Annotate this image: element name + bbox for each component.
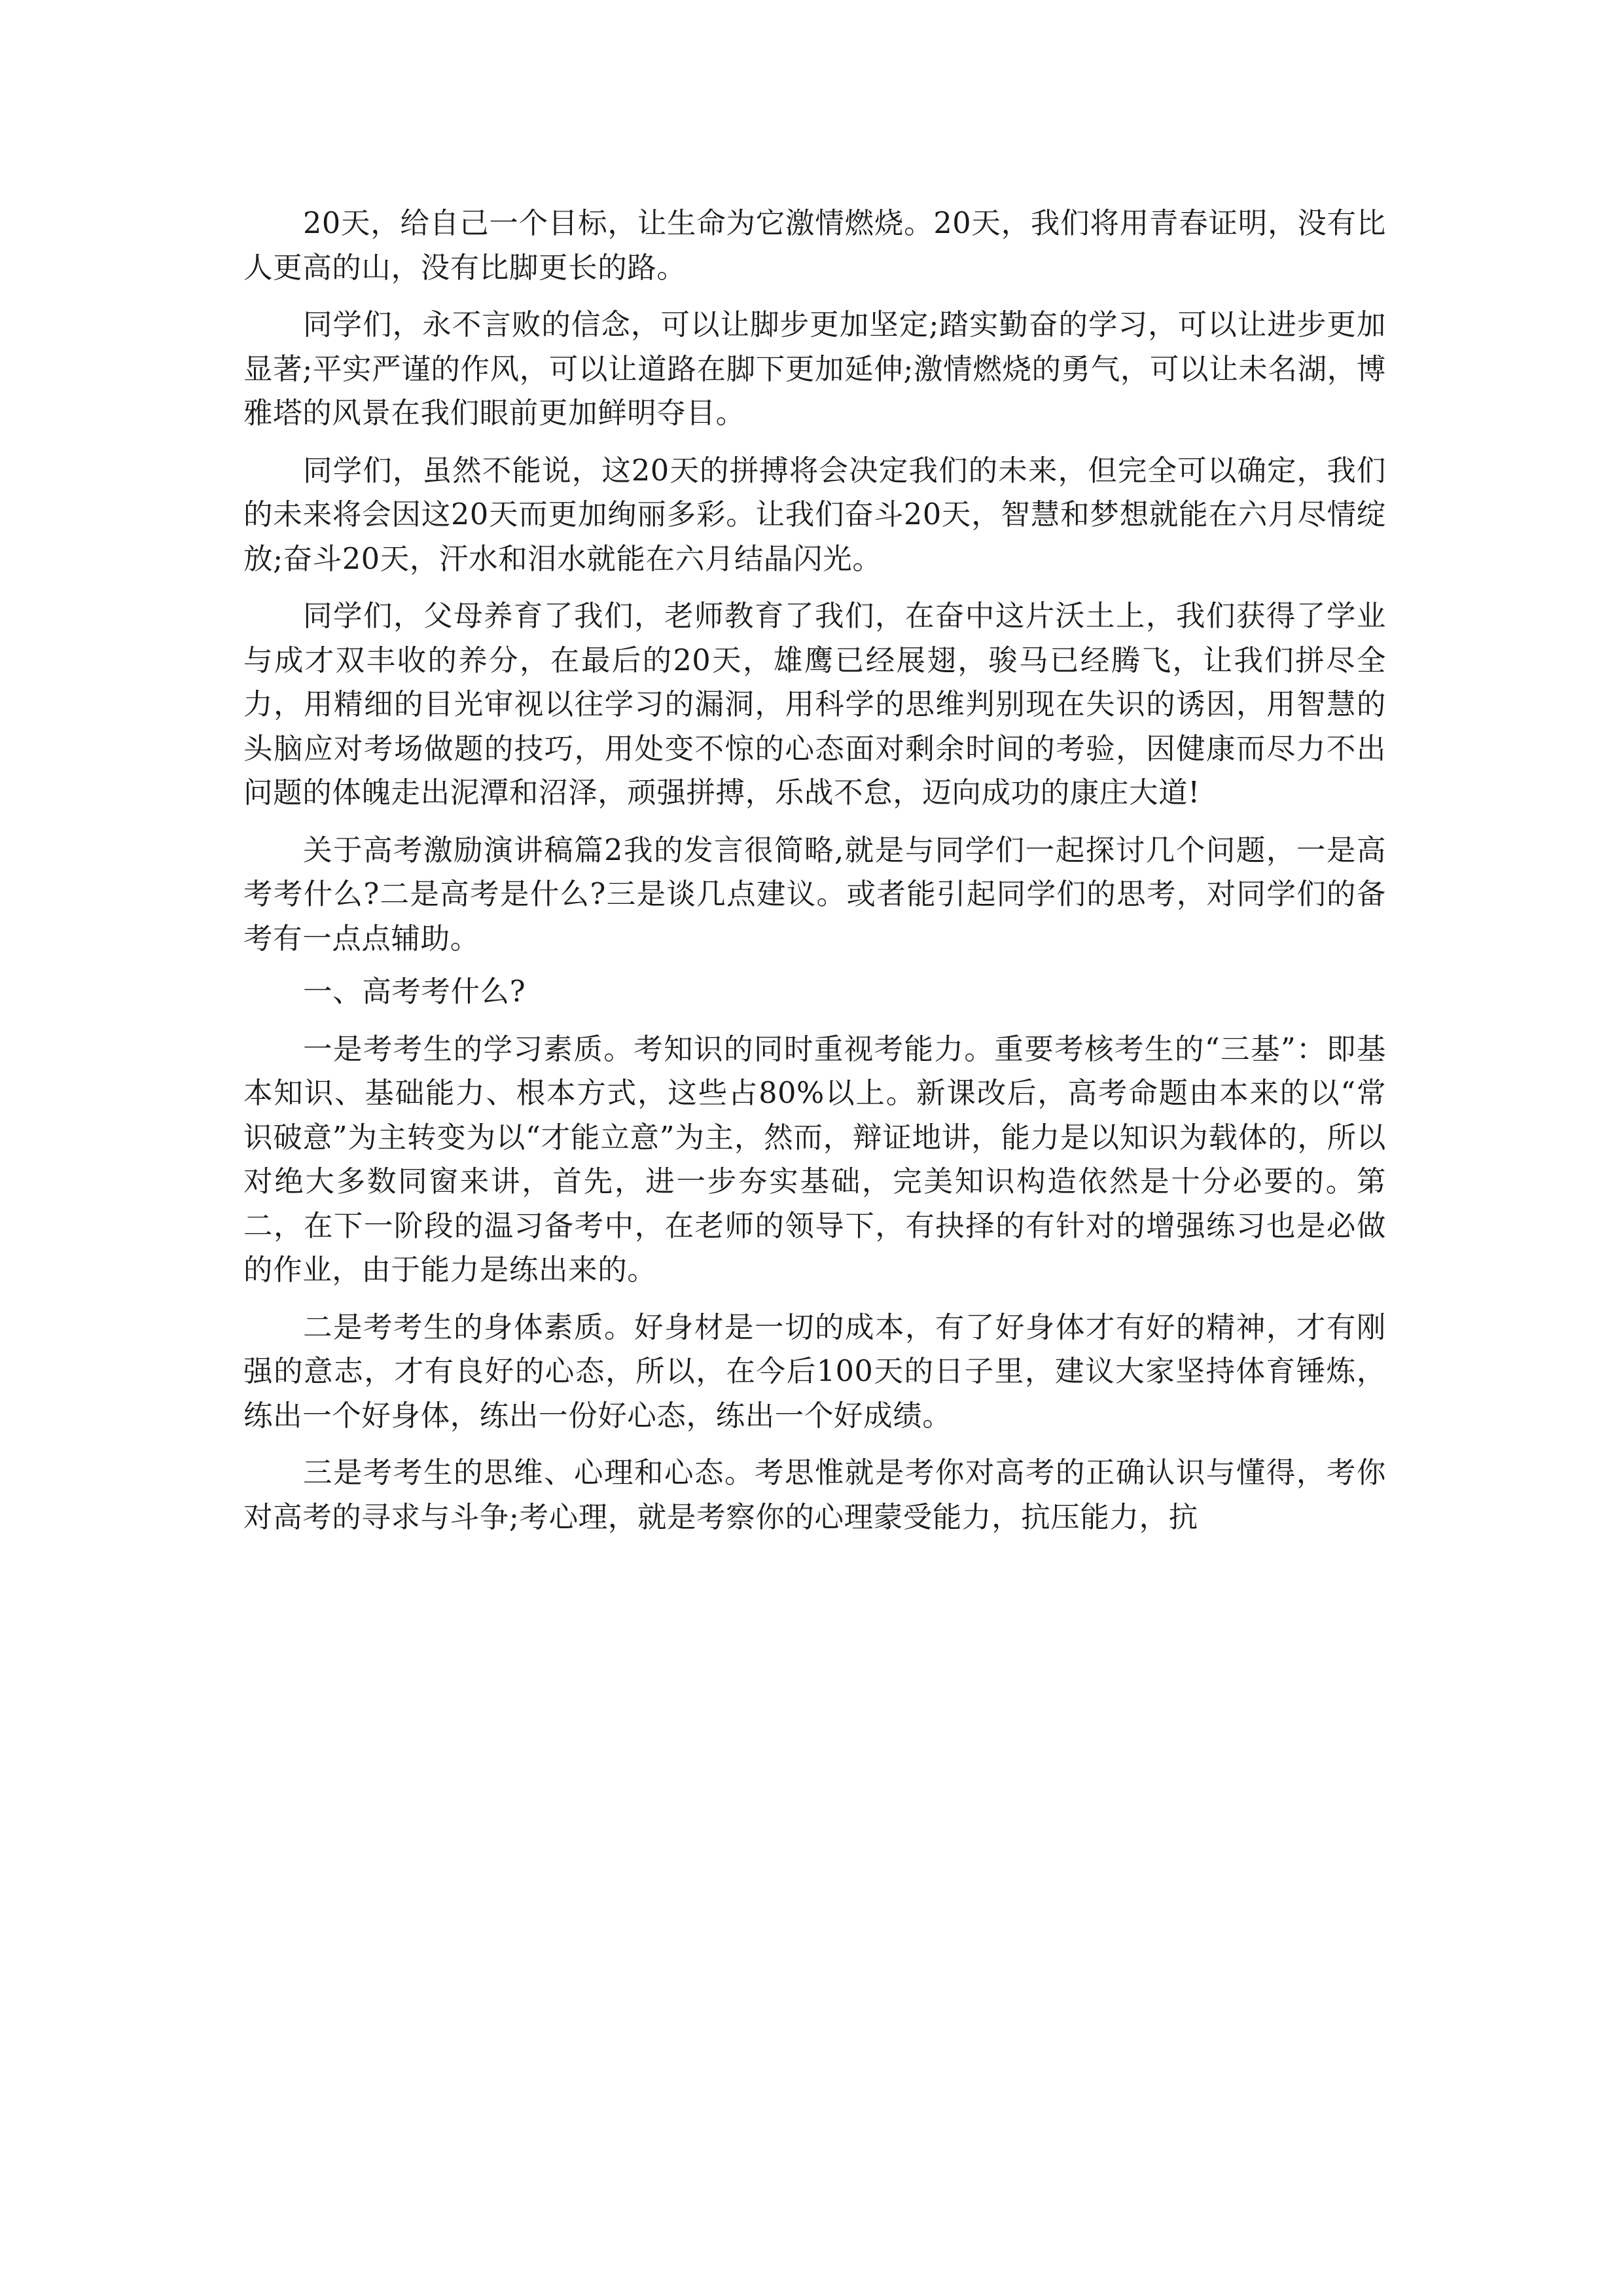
paragraph-5: 关于高考激励演讲稿篇2我的发言很简略,就是与同学们一起探讨几个问题，一是高考考什么?二是高考是什么?三是谈几点建议。或者能引起同学们的思考，对同学们的备考有一点点辅助。 <box>243 833 1386 956</box>
paragraph-1: 20天，给自己一个目标，让生命为它激情燃烧。20天，我们将用青春证明，没有比人更高的山，没有比脚更长的路。 <box>243 207 1386 285</box>
paragraph-4: 同学们，父母养育了我们，老师教育了我们，在奋中这片沃土上，我们获得了学业与成才双丰收的养分，在最后的20天，雄鹰已经展翅，骏马已经腾飞，让我们拼尽全力，用精细的目光审视以往学习的漏洞，用科学的思维判别现在失识的诱因，用智慧的头脑应对考场做题的技巧，用处变不惊的心态面对剩余时间的考验，因健康而尽力不出问题的体魄走出泥潭和沼泽，顽强拼搏，乐战不怠，迈向成功的康庄大道! <box>243 600 1386 810</box>
paragraph-8: 二是考考生的身体素质。好身材是一切的成本，有了好身体才有好的精神，才有刚强的意志，才有良好的心态，所以，在今后100天的日子里，建议大家坚持体育锤炼，练出一个好身体，练出一份好心态，练出一个好成绩。 <box>243 1310 1386 1433</box>
document-body <box>243 202 1386 1539</box>
paragraph-3: 同学们，虽然不能说，这20天的拼搏将会决定我们的未来，但完全可以确定，我们的未来将会因这20天而更加绚丽多彩。让我们奋斗20天，智慧和梦想就能在六月尽情绽放;奋斗20天，汗水和泪水就能在六月结晶闪光。 <box>243 454 1386 576</box>
paragraph-7: 一是考考生的学习素质。考知识的同时重视考能力。重要考核考生的“三基”：即基本知识、基础能力、根本方式，这些占80%以上。新课改后，高考命题由本来的以“常识破意”为主转变为以“才能立意”为主，然而，辩证地讲，能力是以知识为载体的，所以对绝大多数同窗来讲，首先，进一步夯实基础，完美知识构造依然是十分必要的。第二，在下一阶段的温习备考中，在老师的领导下，有抉择的有针对的增强练习也是必做的作业，由于能力是练出来的。 <box>243 1032 1386 1287</box>
paragraph-2: 同学们，永不言败的信念，可以让脚步更加坚定;踏实勤奋的学习，可以让进步更加显著;平实严谨的作风，可以让道路在脚下更加延伸;激情燃烧的勇气，可以让未名湖，博雅塔的风景在我们眼前更加鲜明夺目。 <box>243 308 1386 430</box>
section-heading: 一、高考考什么? <box>303 975 526 1009</box>
paragraph-9: 三是考考生的思维、心理和心态。考思惟就是考你对高考的正确认识与懂得，考你对高考的寻求与斗争;考心理，就是考察你的心理蒙受能力，抗压能力，抗 <box>243 1456 1386 1534</box>
